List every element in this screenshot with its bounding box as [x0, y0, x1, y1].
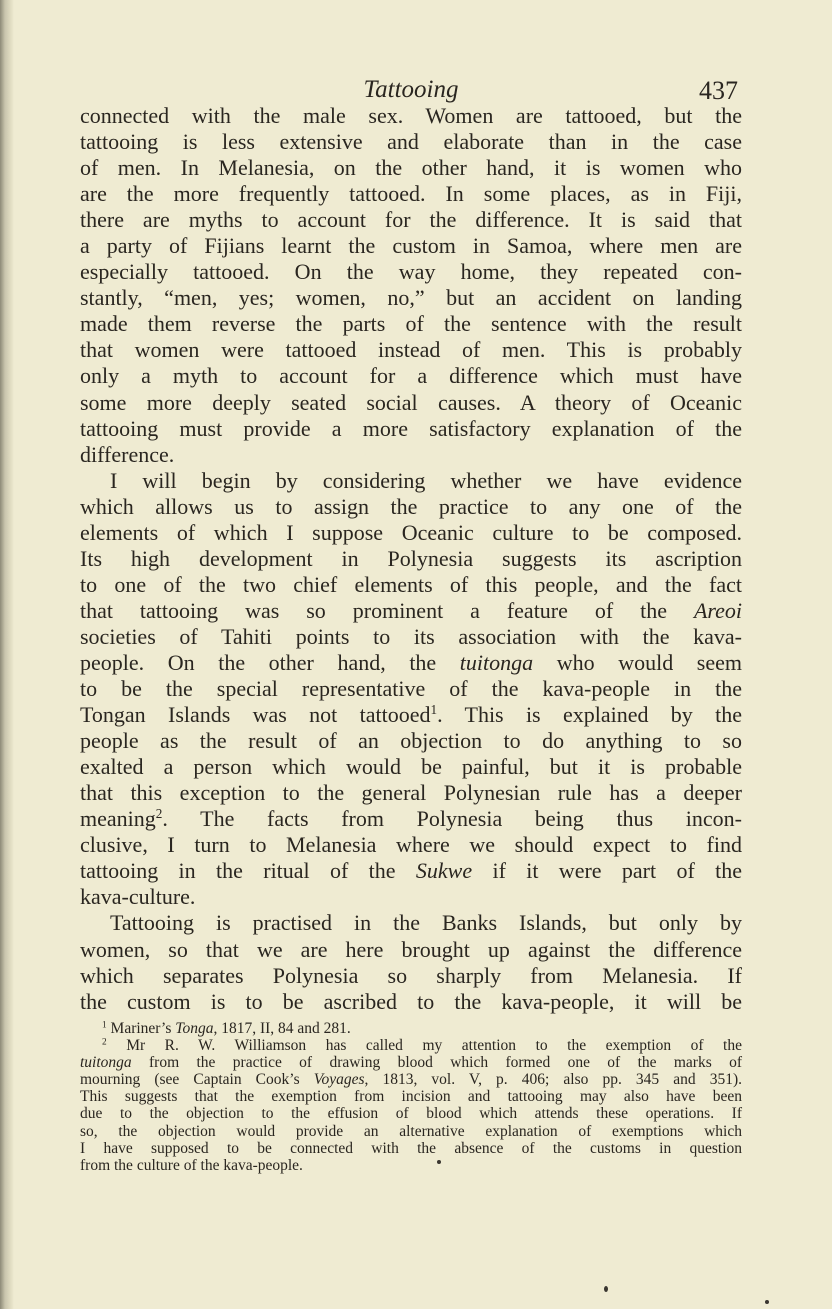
text-line — [80, 181, 742, 207]
text-segment: tattooing must provide a more satisfactory explanation of the — [80, 415, 742, 441]
text-line — [80, 468, 742, 494]
text-segment: due to the objection to the effusion of blood which attends these operations. If — [80, 1105, 742, 1123]
footnote-line — [80, 1054, 742, 1071]
text-line — [80, 676, 742, 702]
footnote-line — [80, 1105, 742, 1122]
text-line — [80, 754, 742, 780]
text-segment: people. On the other hand, the — [80, 649, 460, 675]
text-segment: women, so that we are here brought up against the difference — [80, 936, 742, 962]
text-segment: societies of Tahiti points to its association with the kava- — [80, 623, 742, 649]
text-segment: elements of which I suppose Oceanic culture to be composed. — [80, 519, 742, 545]
text-line — [80, 494, 742, 520]
text-segment: which separates Polynesia so sharply from Melanesia. If — [80, 962, 742, 988]
text-line — [80, 416, 742, 442]
text-segment: which allows us to assign the practice to any one of the — [80, 493, 742, 519]
text-segment: Mariner’s — [106, 1020, 176, 1037]
text-segment: kava-culture. — [80, 884, 196, 910]
text-line — [80, 624, 742, 650]
text-segment: if it were part of the — [472, 858, 742, 884]
text-line — [80, 858, 742, 884]
text-segment: people as the result of an objection to do anything to so — [80, 728, 742, 754]
text-segment: some more deeply seated social causes. A theory of Oceanic — [80, 389, 742, 415]
text-segment: Its high development in Polynesia suggests its ascription — [80, 545, 742, 571]
text-line — [80, 233, 742, 259]
text-segment: Mr R. W. Williamson has called my attention to the exemption of the — [106, 1037, 742, 1055]
footnote-line — [80, 1088, 742, 1105]
text-segment: Tattooing is practised in the Banks Islands, but only by — [110, 910, 742, 936]
text-line — [80, 989, 742, 1015]
text-line — [80, 884, 742, 910]
text-line — [80, 311, 742, 337]
text-line — [80, 728, 742, 754]
text-segment: of men. In Melanesia, on the other hand, it is women who — [80, 155, 742, 181]
text-segment: to be the special representative of the kava-people in the — [80, 676, 742, 702]
text-segment: , 1813, vol. V, p. 406; also pp. 345 and 351). — [364, 1071, 742, 1089]
text-line — [80, 103, 742, 129]
text-segment: made them reverse the parts of the sentence with the result — [80, 311, 742, 337]
scan-speck — [765, 1300, 769, 1304]
text-segment: . The facts from Polynesia being thus incon- — [162, 806, 742, 832]
italic-text: Sukwe — [415, 858, 473, 884]
paragraph — [80, 103, 742, 468]
text-segment: meaning — [80, 806, 156, 832]
text-segment: so, the objection would provide an alternative explanation of exemptions which — [80, 1122, 742, 1140]
footnote-marker: 1 — [102, 1020, 107, 1031]
text-line — [80, 806, 742, 832]
text-segment: that women were tattooed instead of men. This is probably — [80, 337, 742, 363]
italic-text: tuitonga — [80, 1054, 132, 1072]
text-segment: are the more frequently tattooed. In some places, as in Fiji, — [80, 181, 742, 207]
footnote-line — [80, 1140, 742, 1157]
text-segment: . This is explained by the — [437, 702, 742, 728]
text-line — [80, 963, 742, 989]
scan-speck — [437, 1160, 441, 1164]
text-segment: connected with the male sex. Women are tattooed, but the — [80, 103, 742, 128]
footnote-marker: 2 — [155, 806, 163, 822]
text-segment: especially tattooed. On the way home, they repeated con- — [80, 259, 742, 285]
page-number: 437 — [699, 76, 738, 105]
italic-text: Voyages — [313, 1071, 365, 1089]
paragraph — [80, 910, 742, 1014]
text-segment: from the practice of drawing blood which formed one of the marks of — [131, 1054, 742, 1072]
text-line — [80, 207, 742, 233]
text-segment: that tattooing was so prominent a feature of the — [80, 597, 694, 623]
text-segment: I will begin by considering whether we have evidence — [110, 467, 742, 493]
text-segment: tattooing in the ritual of the — [80, 858, 416, 884]
text-segment: mourning (see Captain Cook’s — [80, 1071, 314, 1089]
footnote-line — [80, 1157, 742, 1174]
text-segment: a party of Fijians learnt the custom in Samoa, where men are — [80, 233, 742, 259]
text-line — [80, 780, 742, 806]
text-line — [80, 546, 742, 572]
text-segment: who would seem — [533, 649, 742, 675]
text-line — [80, 937, 742, 963]
text-segment: tattooing is less extensive and elaborate than in the case — [80, 129, 742, 155]
text-segment: stantly, “men, yes; women, no,” but an accident on landing — [80, 285, 742, 311]
footnotes — [80, 1020, 742, 1174]
text-line — [80, 702, 742, 728]
text-line — [80, 650, 742, 676]
footnote-marker: 1 — [430, 702, 438, 718]
footnote-line — [80, 1037, 742, 1054]
text-line — [80, 598, 742, 624]
footnote-line — [80, 1020, 742, 1037]
text-segment: the custom is to be ascribed to the kava-people, it will be — [80, 988, 742, 1014]
text-line — [80, 129, 742, 155]
text-segment: I have supposed to be connected with the absence of the customs in question — [80, 1139, 742, 1157]
text-segment: This suggests that the exemption from incision and tattooing may also have been — [80, 1088, 742, 1106]
body-text — [80, 103, 742, 1015]
scan-speck — [604, 1286, 608, 1292]
text-segment: there are myths to account for the difference. It is said that — [80, 207, 742, 233]
text-line — [80, 285, 742, 311]
italic-text: Tonga — [175, 1020, 214, 1037]
text-line — [80, 442, 742, 468]
text-segment: difference. — [80, 441, 175, 467]
paragraph — [80, 468, 742, 911]
running-head-title: Tattooing — [363, 76, 459, 103]
italic-text: Areoi — [693, 597, 742, 623]
footnote — [80, 1037, 742, 1174]
text-segment: , 1817, II, 84 and 281. — [213, 1020, 351, 1037]
text-line — [80, 390, 742, 416]
text-segment: only a myth to account for a difference which must have — [80, 363, 742, 389]
text-segment: clusive, I turn to Melanesia where we should expect to find — [80, 832, 742, 858]
text-segment: Tongan Islands was not tattooed — [80, 702, 431, 728]
footnote-marker: 2 — [102, 1037, 107, 1048]
text-line — [80, 337, 742, 363]
text-line — [80, 832, 742, 858]
text-segment: from the culture of the kava-people. — [80, 1156, 303, 1174]
binding-shadow — [0, 0, 14, 1309]
italic-text: tuitonga — [459, 649, 534, 675]
text-line — [80, 259, 742, 285]
text-segment: to one of the two chief elements of this people, and the fact — [80, 571, 742, 597]
footnote-line — [80, 1123, 742, 1140]
text-line — [80, 572, 742, 598]
text-line — [80, 910, 742, 936]
text-segment: exalted a person which would be painful, but it is probable — [80, 754, 742, 780]
text-segment: that this exception to the general Polynesian rule has a deeper — [80, 780, 742, 806]
footnote-line — [80, 1071, 742, 1088]
text-line — [80, 363, 742, 389]
text-line — [80, 520, 742, 546]
text-line — [80, 155, 742, 181]
footnote — [80, 1020, 742, 1037]
